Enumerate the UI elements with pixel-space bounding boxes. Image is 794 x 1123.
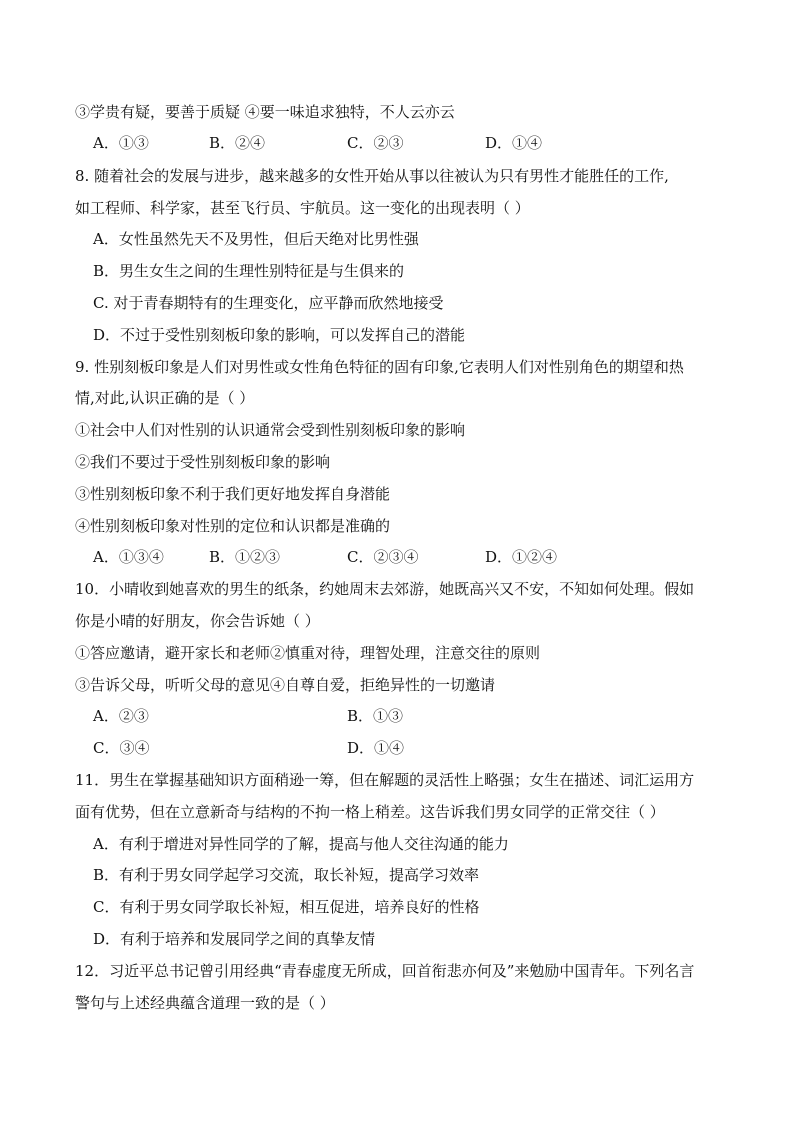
q10-option-c: C．③④ (93, 739, 150, 757)
q9-option-a: A．①③④ (93, 548, 164, 566)
q9-stem-line2: 情,对此,认识正确的是（ ） (75, 389, 255, 407)
q9-statement-2: ②我们不要过于受性别刻板印象的影响 (75, 453, 331, 471)
q7-option-a: A．①③ (93, 134, 149, 152)
q8-stem-line2: 如工程师、科学家，甚至飞行员、宇航员。这一变化的出现表明（ ） (75, 199, 530, 217)
q9-option-d: D．①②④ (485, 548, 558, 566)
q11-stem-line1: 11．男生在掌握基础知识方面稍逊一筹，但在解题的灵活性上略强；女生在描述、词汇运用方 (75, 771, 695, 789)
q10-statements-3-4: ③告诉父母，听听父母的意见④自尊自爱，拒绝异性的一切邀请 (75, 676, 496, 694)
q10-stem-line1: 10．小晴收到她喜欢的男生的纸条，约她周末去郊游，她既高兴又不安，不知如何处理。假如 (75, 580, 695, 598)
q11-option-b: B．有利于男女同学起学习交流，取长补短，提高学习效率 (93, 866, 480, 884)
q7-statements-3-4: ③学贵有疑，要善于质疑 ④要一味追求独特，不人云亦云 (75, 103, 455, 121)
q11-option-c: C．有利于男女同学取长补短，相互促进，培养良好的性格 (93, 898, 480, 916)
q10-option-a: A．②③ (93, 707, 149, 725)
q8-option-b: B．男生女生之间的生理性别特征是与生俱来的 (93, 262, 405, 280)
q7-option-b: B．②④ (209, 134, 266, 152)
q7-option-d: D．①④ (485, 134, 543, 152)
q10-stem-line2: 你是小晴的好朋友，你会告诉她（ ） (75, 612, 320, 630)
q11-option-d: D．有利于培养和发展同学之间的真挚友情 (93, 930, 376, 948)
q8-option-d: D．不过于受性别刻板印象的影响，可以发挥自己的潜能 (93, 326, 466, 344)
q8-option-c: C. 对于青春期特有的生理变化，应平静而欣然地接受 (93, 294, 444, 312)
q10-option-d: D．①④ (347, 739, 405, 757)
q9-statement-4: ④性别刻板印象对性别的定位和认识都是准确的 (75, 517, 391, 535)
q12-stem-line1: 12．习近平总书记曾引用经典“青春虚度无所成，回首衔悲亦何及”来勉励中国青年。下列名言 (75, 962, 695, 980)
q10-option-b: B．①③ (347, 707, 404, 725)
q8-option-a: A．女性虽然先天不及男性，但后天绝对比男性强 (93, 230, 419, 248)
q8-stem-line1: 8. 随着社会的发展与进步，越来越多的女性开始从事以往被认为只有男性才能胜任的工作, (75, 167, 669, 185)
q9-statement-1: ①社会中人们对性别的认识通常会受到性别刻板印象的影响 (75, 421, 466, 439)
q11-stem-line2: 面有优势，但在立意新奇与结构的不拘一格上稍差。这告诉我们男女同学的正常交往（ ） (75, 803, 665, 821)
q7-option-c: C．②③ (347, 134, 404, 152)
q9-stem-line1: 9. 性别刻板印象是人们对男性或女性角色特征的固有印象,它表明人们对性别角色的期望和热 (75, 358, 684, 376)
q9-option-b: B．①②③ (209, 548, 281, 566)
q9-statement-3: ③性别刻板印象不利于我们更好地发挥自身潜能 (75, 485, 391, 503)
q12-stem-line2: 警句与上述经典蕴含道理一致的是（ ） (75, 994, 335, 1012)
q9-option-c: C．②③④ (347, 548, 419, 566)
q10-statements-1-2: ①答应邀请，避开家长和老师②慎重对待，理智处理，注意交往的原则 (75, 644, 541, 662)
q11-option-a: A．有利于增进对异性同学的了解，提高与他人交往沟通的能力 (93, 835, 509, 853)
